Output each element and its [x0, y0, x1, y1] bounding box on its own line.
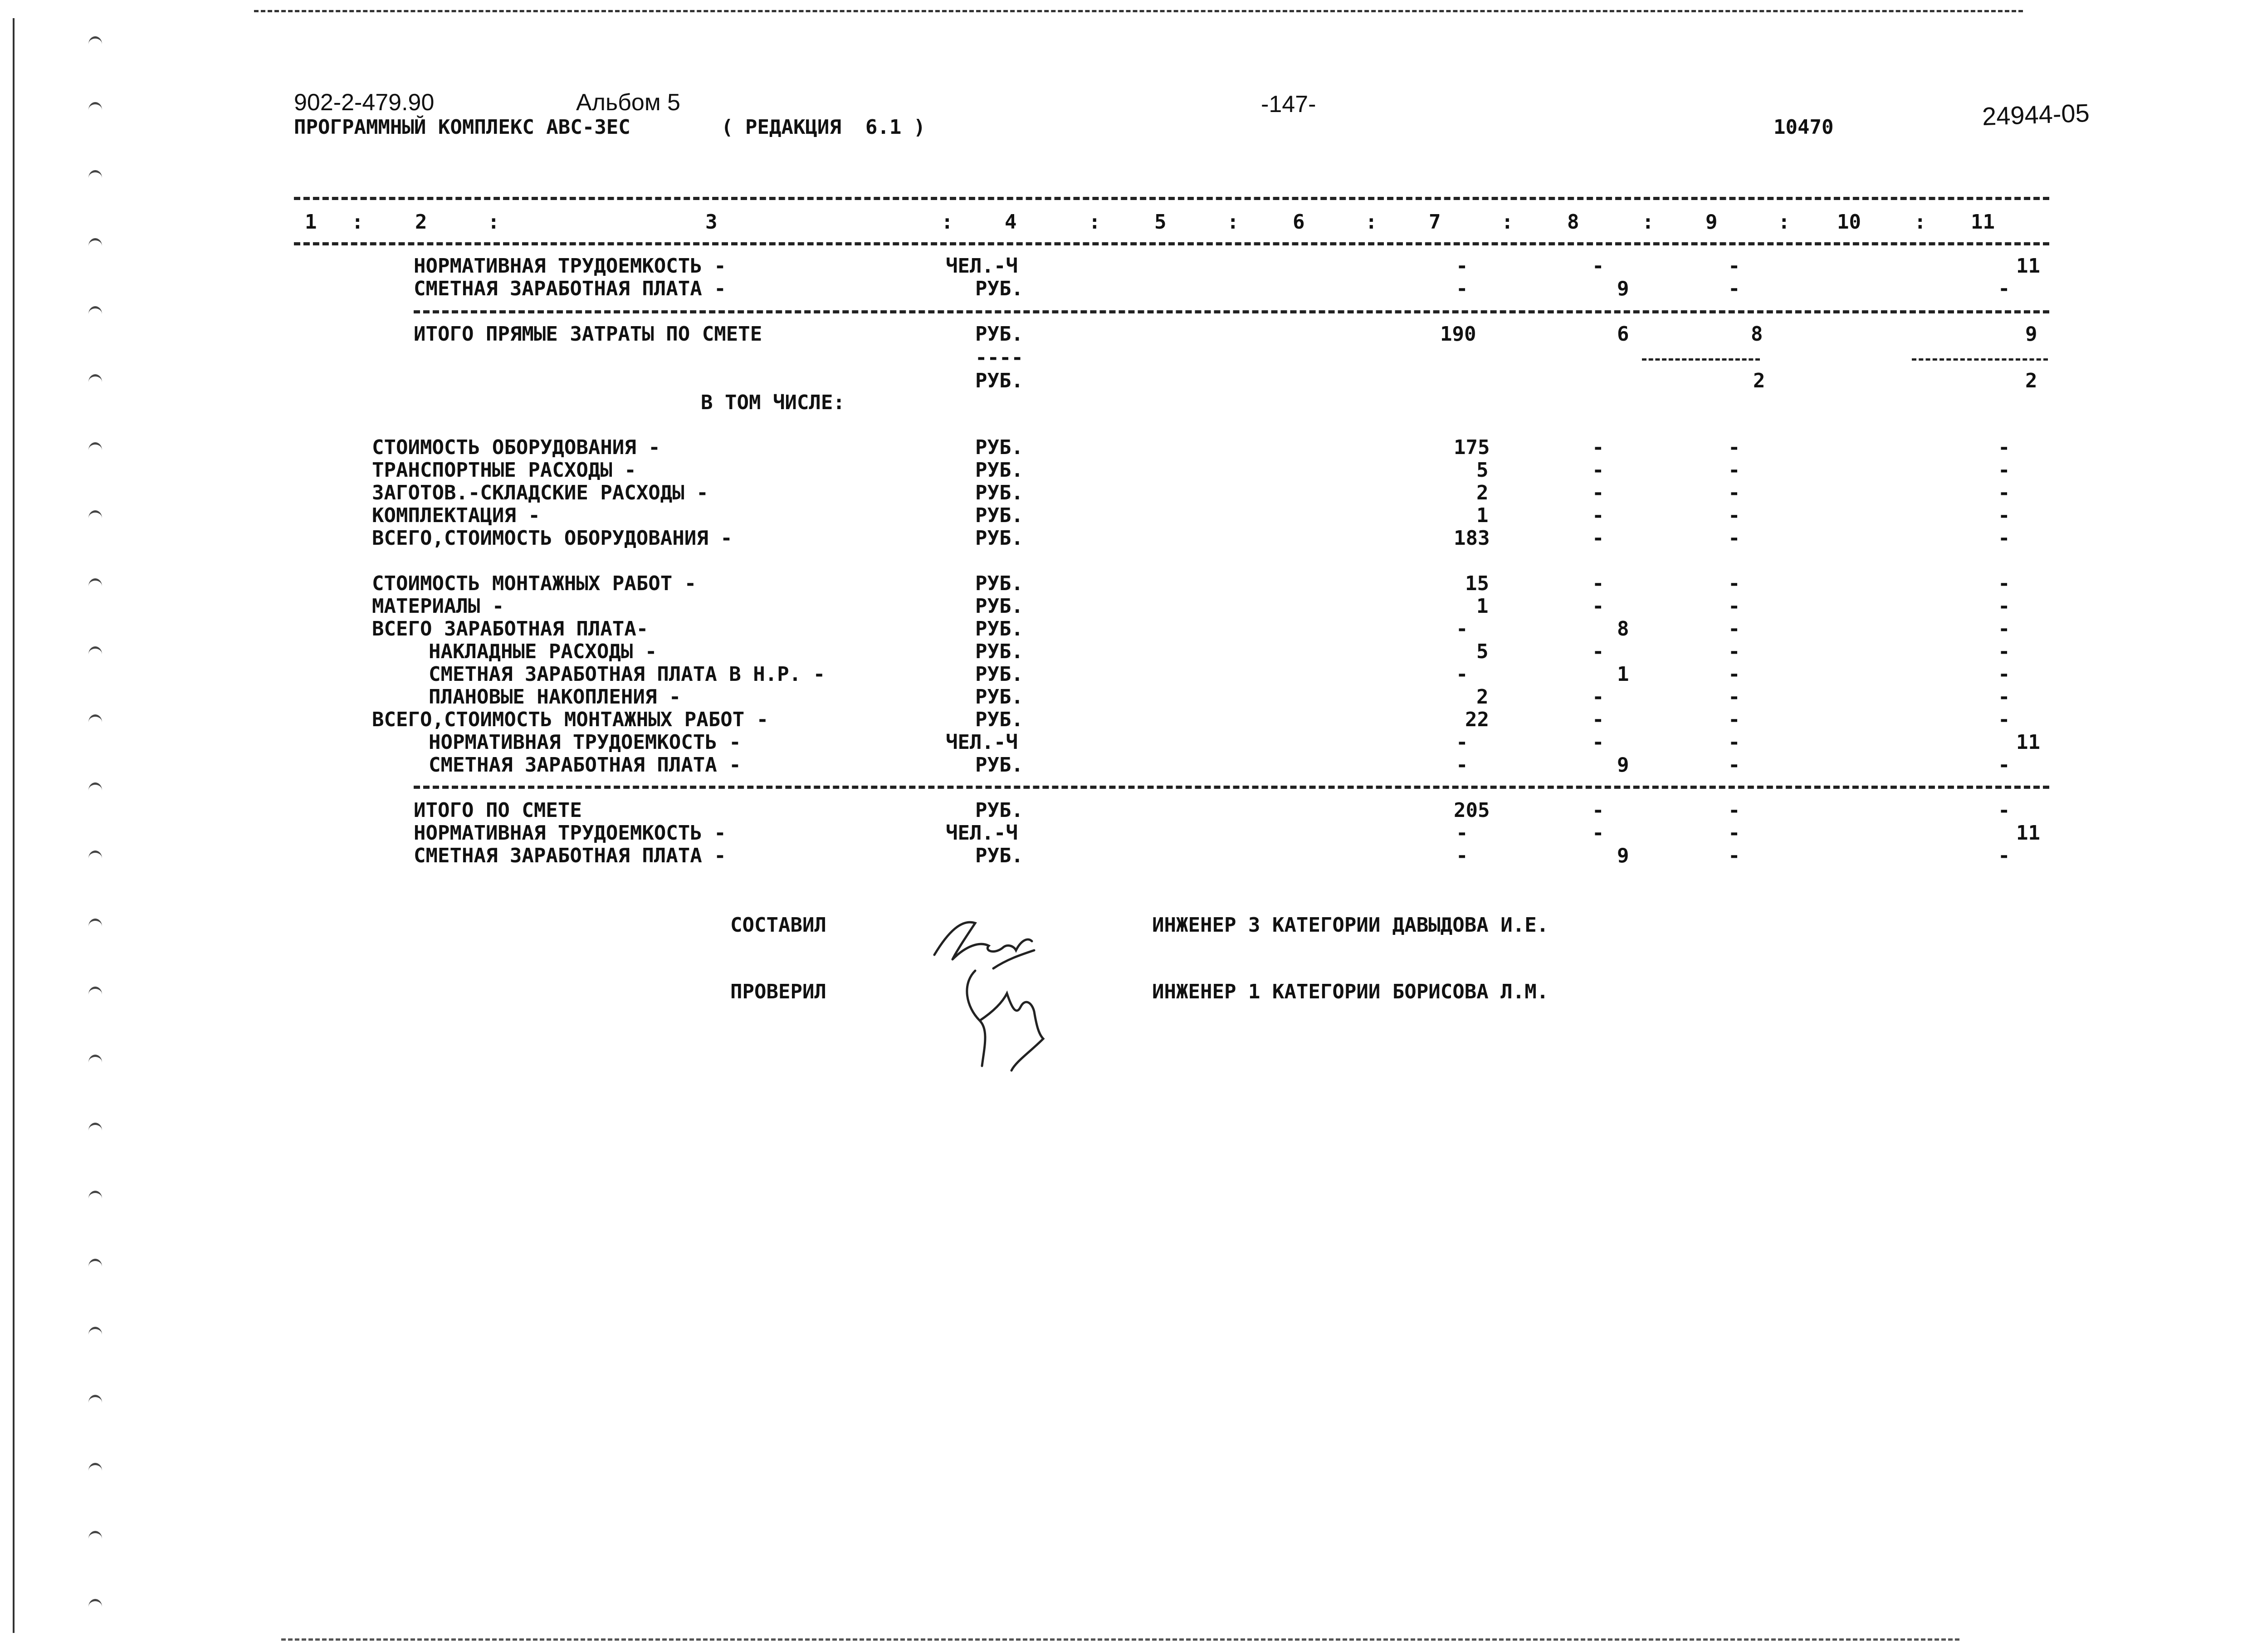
cell-c9: - — [1728, 708, 1740, 731]
row-unit: РУБ. — [975, 572, 1023, 595]
punch-mark — [88, 1463, 102, 1479]
cell-c8: - — [1592, 731, 1604, 754]
col-10: 10 — [1837, 210, 1861, 234]
cell-c11: 11 — [2016, 731, 2040, 754]
punch-mark — [88, 1191, 102, 1207]
cell-c7: 15 — [1465, 572, 1489, 595]
table-row — [0, 618, 2257, 640]
checked-by: ИНЖЕНЕР 1 КАТЕГОРИИ БОРИСОВА Л.М. — [1152, 980, 1549, 1003]
row-label: СМЕТНАЯ ЗАРАБОТНАЯ ПЛАТА - — [429, 753, 741, 777]
punch-mark — [88, 1055, 102, 1070]
cell-c8: 9 — [1617, 844, 1629, 867]
cell-c8: 8 — [1617, 617, 1629, 640]
cell-c8: - — [1592, 595, 1604, 618]
col-sep: : — [1089, 210, 1101, 234]
album-label: Альбом 5 — [576, 89, 680, 116]
cell-c7: 22 — [1465, 708, 1489, 731]
punch-mark — [88, 919, 102, 934]
table-row — [0, 278, 2257, 300]
program-title: ПРОГРАММНЫЙ КОМПЛЕКС АВС-3ЕС — [294, 116, 630, 139]
row-unit: РУБ. — [975, 799, 1023, 822]
cell-c9: - — [1728, 527, 1740, 550]
cell-c9: - — [1728, 617, 1740, 640]
cell-c9: - — [1728, 254, 1740, 278]
col-2: 2 — [415, 210, 427, 234]
cell-c8: - — [1592, 708, 1604, 731]
including-label: В ТОМ ЧИСЛЕ: — [701, 391, 845, 414]
group-separator — [414, 310, 2049, 313]
row-label: ТРАНСПОРТНЫЕ РАСХОДЫ - — [372, 459, 636, 482]
cell-c7: 1 — [1476, 504, 1489, 527]
punch-mark — [88, 306, 102, 322]
top-border-line — [254, 10, 2023, 12]
cell-c7: - — [1456, 617, 1468, 640]
row-label: ИТОГО ПРЯМЫЕ ЗАТРАТЫ ПО СМЕТЕ — [414, 323, 762, 346]
table-row — [0, 799, 2257, 822]
table-row — [0, 436, 2257, 459]
table-row — [0, 504, 2257, 527]
compiled-by: ИНЖЕНЕР 3 КАТЕГОРИИ ДАВЫДОВА И.Е. — [1152, 914, 1549, 937]
cell-c9: - — [1728, 799, 1740, 822]
cell-c11: - — [1998, 459, 2010, 482]
col-sep: : — [941, 210, 953, 234]
cell-c7: 175 — [1454, 436, 1490, 459]
punch-mark — [88, 1327, 102, 1343]
punch-mark — [88, 36, 102, 52]
cell-c8: - — [1592, 481, 1604, 504]
row-unit: ЧЕЛ.-Ч — [946, 821, 1018, 845]
cell-c9: - — [1728, 595, 1740, 618]
cell-c7: - — [1456, 663, 1468, 686]
cell-c11: 11 — [2016, 254, 2040, 278]
table-row — [0, 482, 2257, 504]
table-row — [0, 323, 2257, 346]
cell-c8: - — [1592, 799, 1604, 822]
cell-c8: - — [1592, 821, 1604, 845]
code-number: 10470 — [1773, 116, 1834, 139]
cell-c9: - — [1728, 277, 1740, 300]
row-unit: ЧЕЛ.-Ч — [946, 731, 1018, 754]
cell-c11: - — [1998, 640, 2010, 663]
table-row — [0, 572, 2257, 595]
cell-c9: - — [1728, 572, 1740, 595]
row-unit: РУБ. — [975, 617, 1023, 640]
cell-c7: 1 — [1476, 595, 1489, 618]
row-unit: РУБ. — [975, 323, 1023, 346]
col-4: 4 — [1005, 210, 1017, 234]
cell-c9: - — [1728, 504, 1740, 527]
cell-c7: 5 — [1476, 459, 1489, 482]
cell-c9: - — [1728, 663, 1740, 686]
cell-c11: - — [1998, 481, 2010, 504]
col-8: 8 — [1567, 210, 1579, 234]
row-label: СМЕТНАЯ ЗАРАБОТНАЯ ПЛАТА В Н.Р. - — [429, 663, 826, 686]
row-unit: РУБ. — [975, 685, 1023, 709]
cell-c11: - — [1998, 572, 2010, 595]
row-label: ВСЕГО,СТОИМОСТЬ МОНТАЖНЫХ РАБОТ - — [372, 708, 769, 731]
table-row — [0, 709, 2257, 731]
row-unit: РУБ. — [975, 277, 1023, 300]
cell-c8: 9 — [1617, 753, 1629, 777]
table-row — [0, 640, 2257, 663]
row-label: НОРМАТИВНАЯ ТРУДОЕМКОСТЬ - — [414, 821, 726, 845]
table-row — [0, 370, 2257, 392]
cell-c7: 183 — [1454, 527, 1490, 550]
cell-c7: 2 — [1476, 481, 1489, 504]
edition-label: ( РЕДАКЦИЯ 6.1 ) — [721, 116, 926, 139]
row-unit: РУБ. — [975, 753, 1023, 777]
cell-c7: - — [1456, 844, 1468, 867]
col-sep: : — [352, 210, 364, 234]
row-unit: РУБ. — [975, 436, 1023, 459]
cell-c11: 11 — [2016, 821, 2040, 845]
cell-c9: - — [1728, 436, 1740, 459]
cell-c8: - — [1592, 436, 1604, 459]
cell-c9: - — [1728, 459, 1740, 482]
row-label: ИТОГО ПО СМЕТЕ — [414, 799, 582, 822]
cell-c11: - — [1998, 595, 2010, 618]
cell-c9: 2 — [1753, 369, 1765, 392]
row-unit: РУБ. — [975, 504, 1023, 527]
col-11: 11 — [1971, 210, 1995, 234]
row-label: ВСЕГО ЗАРАБОТНАЯ ПЛАТА- — [372, 617, 649, 640]
cell-c11: - — [1998, 753, 2010, 777]
cell-c11: - — [1998, 663, 2010, 686]
table-header-rule — [294, 242, 2049, 245]
row-label: НАКЛАДНЫЕ РАСХОДЫ - — [429, 640, 657, 663]
row-unit: РУБ. — [975, 640, 1023, 663]
table-row — [0, 731, 2257, 754]
punch-mark — [88, 1123, 102, 1139]
row-unit: РУБ. — [975, 481, 1023, 504]
col-sep: : — [1642, 210, 1654, 234]
col-5: 5 — [1154, 210, 1167, 234]
table-row — [0, 663, 2257, 686]
col-sep: : — [1914, 210, 1926, 234]
doc-code: 902-2-479.90 — [294, 89, 435, 116]
cell-c7: 205 — [1454, 799, 1490, 822]
cell-c9: - — [1728, 821, 1740, 845]
row-label: ЗАГОТОВ.-СКЛАДСКИЕ РАСХОДЫ - — [372, 481, 708, 504]
punch-mark — [88, 1395, 102, 1411]
row-label: СМЕТНАЯ ЗАРАБОТНАЯ ПЛАТА - — [414, 844, 726, 867]
cell-c8: - — [1592, 572, 1604, 595]
table-row — [0, 822, 2257, 845]
col-1: 1 — [305, 210, 317, 234]
cell-c7: 2 — [1476, 685, 1489, 709]
row-label: НОРМАТИВНАЯ ТРУДОЕМКОСТЬ - — [429, 731, 741, 754]
col-sep: : — [488, 210, 500, 234]
table-row — [0, 845, 2257, 867]
cell-c8: 9 — [1617, 277, 1629, 300]
unit-dash: ---- — [975, 346, 1023, 369]
cell-c8: - — [1592, 527, 1604, 550]
punch-mark — [88, 1531, 102, 1547]
row-label: ВСЕГО,СТОИМОСТЬ ОБОРУДОВАНИЯ - — [372, 527, 733, 550]
cell-c9: - — [1728, 481, 1740, 504]
cell-c9: - — [1728, 844, 1740, 867]
row-unit: ЧЕЛ.-Ч — [946, 254, 1018, 278]
table-top-rule — [294, 197, 2049, 200]
row-label: СТОИМОСТЬ ОБОРУДОВАНИЯ - — [372, 436, 660, 459]
col-sep: : — [1365, 210, 1378, 234]
row-label: НОРМАТИВНАЯ ТРУДОЕМКОСТЬ - — [414, 254, 726, 278]
cell-c8: - — [1592, 504, 1604, 527]
cell-c8: 6 — [1617, 323, 1629, 346]
row-label: ПЛАНОВЫЕ НАКОПЛЕНИЯ - — [429, 685, 681, 709]
cell-c8: 1 — [1617, 663, 1629, 686]
punch-mark — [88, 238, 102, 254]
col-9: 9 — [1705, 210, 1718, 234]
cell-c7: 5 — [1476, 640, 1489, 663]
table-row — [0, 754, 2257, 777]
cell-c8: - — [1592, 254, 1604, 278]
col-sep: : — [1778, 210, 1790, 234]
row-unit: РУБ. — [975, 459, 1023, 482]
cell-c7: - — [1456, 753, 1468, 777]
row-unit: РУБ. — [975, 708, 1023, 731]
row-unit: РУБ. — [975, 844, 1023, 867]
table-row — [0, 347, 2257, 369]
col-3: 3 — [705, 210, 718, 234]
table-row — [0, 255, 2257, 278]
cell-c7: - — [1456, 731, 1468, 754]
punch-mark — [88, 1599, 102, 1615]
row-unit: РУБ. — [975, 369, 1023, 392]
cell-c9: - — [1728, 731, 1740, 754]
cell-c8: - — [1592, 685, 1604, 709]
punch-mark — [88, 102, 102, 118]
column-header-row — [0, 211, 2257, 234]
cell-c9: - — [1728, 753, 1740, 777]
cell-c11: - — [1998, 436, 2010, 459]
col-sep: : — [1227, 210, 1239, 234]
punch-mark — [88, 987, 102, 1002]
cell-c11: 2 — [2025, 369, 2037, 392]
col-sep: : — [1501, 210, 1514, 234]
table-row — [0, 686, 2257, 709]
cell-c11: - — [1998, 617, 2010, 640]
row-label: СТОИМОСТЬ МОНТАЖНЫХ РАБОТ - — [372, 572, 697, 595]
group-separator — [414, 786, 2049, 789]
cell-c11: - — [1998, 708, 2010, 731]
row-unit: РУБ. — [975, 663, 1023, 686]
cell-c11: - — [1998, 799, 2010, 822]
checked-label: ПРОВЕРИЛ — [730, 980, 826, 1003]
page-marker: -147- — [1261, 91, 1316, 117]
row-label: СМЕТНАЯ ЗАРАБОТНАЯ ПЛАТА - — [414, 277, 726, 300]
cell-c8: - — [1592, 459, 1604, 482]
punch-mark — [88, 1259, 102, 1275]
row-unit: РУБ. — [975, 527, 1023, 550]
cell-c7: - — [1456, 821, 1468, 845]
checked-signature — [948, 957, 1057, 1075]
punch-mark — [88, 782, 102, 798]
cell-c9: 8 — [1751, 323, 1763, 346]
row-label: МАТЕРИАЛЫ - — [372, 595, 504, 618]
punch-mark — [88, 170, 102, 186]
table-row — [0, 527, 2257, 550]
cell-c9: - — [1728, 685, 1740, 709]
cell-c7: 190 — [1440, 323, 1476, 346]
cell-c9: - — [1728, 640, 1740, 663]
cell-c7: - — [1456, 254, 1468, 278]
row-unit: РУБ. — [975, 595, 1023, 618]
col-6: 6 — [1293, 210, 1305, 234]
cell-c7: - — [1456, 277, 1468, 300]
row-label: КОМПЛЕКТАЦИЯ - — [372, 504, 540, 527]
cell-c11: - — [1998, 527, 2010, 550]
cell-c11: - — [1998, 504, 2010, 527]
sub-rule — [1642, 358, 1760, 361]
table-row — [0, 595, 2257, 618]
cell-c11: - — [1998, 277, 2010, 300]
bottom-border-line — [281, 1638, 1959, 1641]
sub-rule — [1912, 358, 2048, 361]
cell-c11: - — [1998, 685, 2010, 709]
col-7: 7 — [1429, 210, 1441, 234]
table-row — [0, 459, 2257, 482]
doc-number: 24944-05 — [1981, 98, 2090, 131]
cell-c11: 9 — [2025, 323, 2037, 346]
compiled-label: СОСТАВИЛ — [730, 914, 826, 937]
cell-c11: - — [1998, 844, 2010, 867]
cell-c8: - — [1592, 640, 1604, 663]
